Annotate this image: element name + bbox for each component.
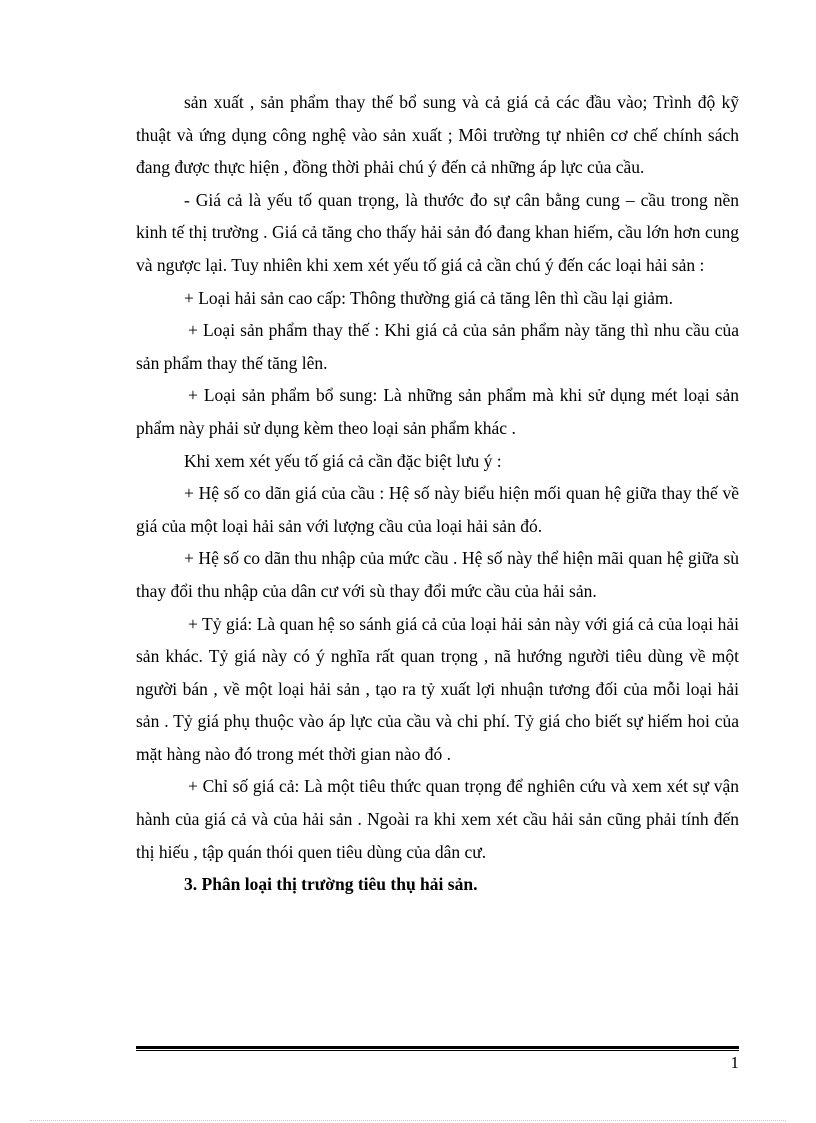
page-number: 1 [730, 1053, 739, 1072]
paragraph-price-index: + Chỉ số giá cả: Là một tiêu thức quan trọng để nghiên cứu và xem xét sự vận hành của giá cả và của hải sản . Ngoài ra khi xem xét cầu hải sản cũng phải tính đến thị hiếu , tập quán thói quen tiêu dùng của dân cư. [136, 776, 739, 862]
paragraph-substitute-products: + Loại sản phẩm thay thế : Khi giá cả của sản phẩm này tăng thì nhu cầu của sản phẩm thay thế tăng lên. [136, 320, 739, 373]
section-heading: 3. Phân loại thị trường tiêu thụ hải sản. [184, 874, 478, 895]
paragraph-exchange-ratio: + Tỷ giá: Là quan hệ so sánh giá cả của loại hải sản này với giá cả của loại hải sản khác. Tỷ giá này có ý nghĩa rất quan trọng , nã hướng người tiêu dùng về một người bán , về một loại hải sản , tạo ra tỷ xuất lợi nhuận tương đối của mỗi loại hải sản . Tỷ giá phụ thuộc vào áp lực của cầu và chi phí. Tỷ giá cho biết sự hiếm hoi của mặt hàng nào đó trong mét thời gian nào đó . [136, 613, 739, 764]
paragraph-premium-seafood: + Loại hải sản cao cấp: Thông thường giá cả tăng lên thì cầu lại giảm. [184, 287, 673, 308]
paragraph-price-note: Khi xem xét yếu tố giá cả cần đặc biệt lưu ý : [184, 450, 502, 471]
paragraph-price-elasticity: + Hệ số co dãn giá của cầu : Hệ số này biểu hiện mối quan hệ giữa thay thế về giá của một loại hải sản với lượng cầu của loại hải sản đó. [136, 483, 739, 536]
paragraph-production-factors: sản xuất , sản phẩm thay thế bổ sung và cả giá cả các đầu vào; Trình độ kỹ thuật và ứng dụng công nghệ vào sản xuất ; Môi trường tự nhiên cơ chế chính sách đang được thực hiện , đồng thời phải chú ý đến cả những áp lực của cầu. [136, 92, 739, 178]
paragraph-price-factor: - Giá cả là yếu tố quan trọng, là thước đo sự cân bằng cung – cầu trong nền kinh tế thị trường . Giá cả tăng cho thấy hải sản đó đang khan hiếm, cầu lớn hơn cung và ngược lại. Tuy nhiên khi xem xét yếu tố giá cả cần chú ý đến các loại hải sản : [136, 189, 739, 275]
page-edge-divider [30, 1120, 786, 1121]
document-body [136, 86, 739, 901]
paragraph-income-elasticity: + Hệ số co dãn thu nhập của mức cầu . Hệ số này thể hiện mãi quan hệ giữa sù thay đổi thu nhập của dân cư với sù thay đổi mức cầu của hải sản. [136, 548, 739, 601]
footer-divider [136, 1046, 739, 1051]
paragraph-complementary-products: + Loại sản phẩm bổ sung: Là những sản phẩm mà khi sử dụng mét loại sản phẩm này phải sử dụng kèm theo loại sản phẩm khác . [136, 385, 739, 438]
